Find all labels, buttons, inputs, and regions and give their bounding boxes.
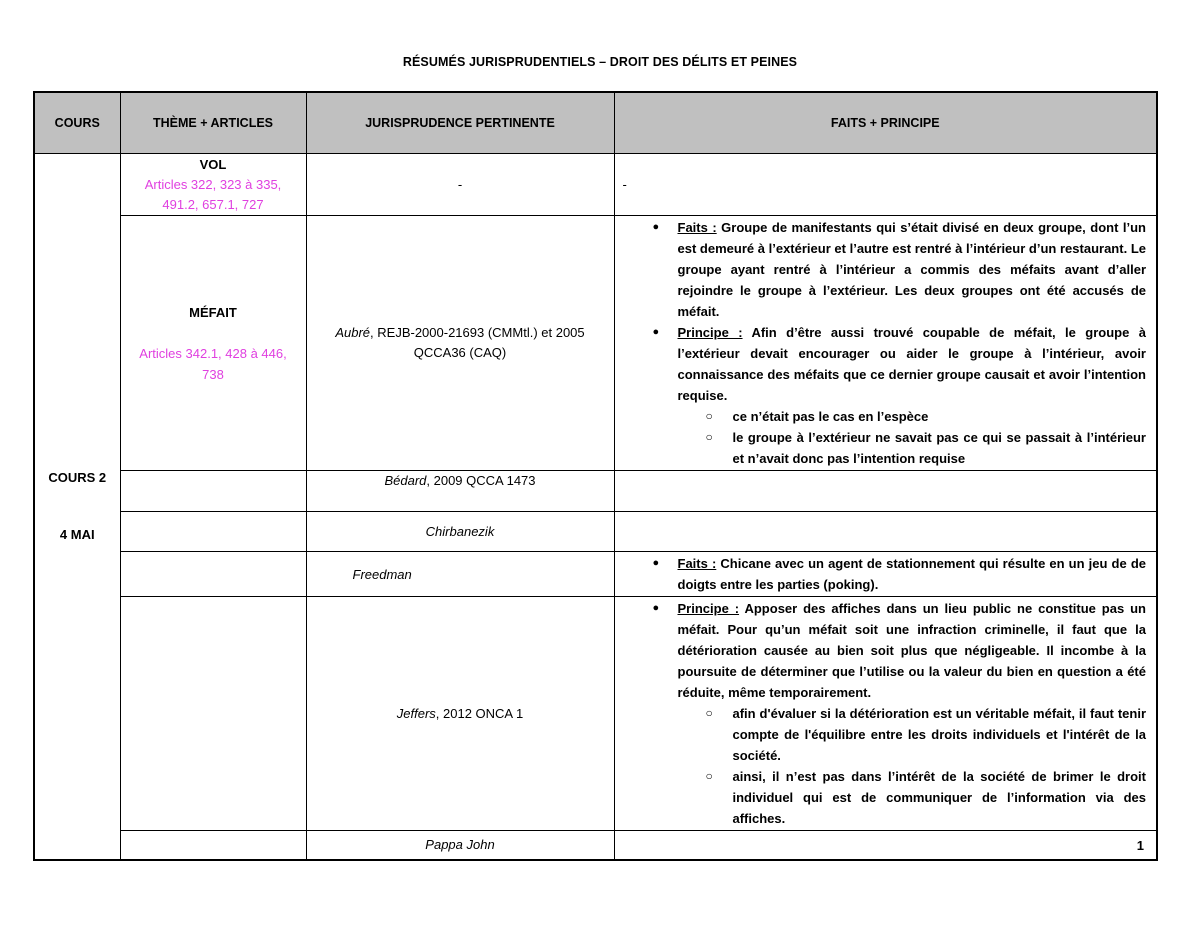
table-row-chirbanezik [34,512,1157,552]
theme-cell-empty [120,471,306,512]
page-number: 1 [1136,838,1144,853]
table-row-jeffers [34,597,1157,831]
table-row-freedman [34,552,1157,597]
cours-cell [34,154,120,860]
case-name-chirbanezik: Chirbanezik [425,524,495,539]
articles-mefait: Articles 342.1, 428 à 446, 738 [139,345,287,382]
case-ref-bedard: , 2009 QCCA 1473 [426,473,536,488]
table-row-aubre [34,216,1157,471]
theme-title-vol: VOL [199,156,227,172]
list-item: ● Faits : Groupe de manifestants qui s’était divisé en deux groupe, dont l’un est demeuré à l’extérieur et l’autre est rentré à l’intérieur d’un restaurant. Le groupe ayant rentré à l’intérieur a commis des méfaits avant d’aller rejoindre le groupe à l’extérieur. Les deux groupes ont été accusés de méfait. [623,217,1147,322]
juris-cell-pappa [306,831,614,860]
theme-cell-empty [120,552,306,597]
juris-cell-jeffers [306,597,614,831]
faits-cell-freedman [614,552,1157,597]
faits-cell-jeffers [614,597,1157,831]
juris-cell-bedard [306,471,614,512]
case-name-bedard: Bédard [384,473,427,488]
list-item: ● Faits : Chicane avec un agent de stationnement qui résulte en un jeu de de doigts entre les parties (poking). [623,553,1147,595]
sub-list-item: ○ ainsi, il n’est pas dans l’intérêt de la société de brimer le droit individuel qui est de communiquer de l’information via des affiches. [623,766,1147,829]
case-ref-jeffers: , 2012 ONCA 1 [435,706,524,721]
juris-cell-chirbanezik [306,512,614,552]
header-cours: COURS [34,92,120,154]
cours-date: 4 MAI [59,527,95,543]
table-row-pappa [34,831,1157,860]
juris-cell-aubre [306,216,614,471]
faits-cell-empty [614,512,1157,552]
header-row [34,92,1157,154]
juris-cell-vol: - [306,154,614,216]
header-jurisprudence: JURISPRUDENCE PERTINENTE [306,92,614,154]
faits-cell-vol: - [614,154,1157,216]
theme-cell-mefait [120,216,306,471]
theme-cell-empty [120,512,306,552]
sub-list-item: ○ afin d'évaluer si la détérioration est un véritable méfait, il faut tenir compte de l'équilibre entre les droits individuels et l'intérêt de la société. [623,703,1147,766]
faits-cell-aubre [614,216,1157,471]
table-row-bedard [34,471,1157,512]
case-name-freedman: Freedman [352,566,412,582]
header-theme: THÈME + ARTICLES [120,92,306,154]
cours-label: COURS 2 [48,470,107,486]
faits-cell-empty [614,471,1157,512]
jurisprudence-table [33,91,1158,861]
theme-cell-vol [120,154,306,216]
table-row-vol [34,154,1157,216]
sub-list-item: ○ le groupe à l’extérieur ne savait pas ce qui se passait à l’intérieur et n’avait donc pas l’intention requise [623,427,1147,469]
sub-list-item: ○ ce n’était pas le cas en l’espèce [623,406,1147,427]
theme-title-mefait: MÉFAIT [189,304,237,320]
articles-vol: Articles 322, 323 à 335, 491.2, 657.1, 727 [144,176,282,212]
header-faits: FAITS + PRINCIPE [614,92,1157,154]
case-name-jeffers: Jeffers [396,706,436,721]
document-title: RÉSUMÉS JURISPRUDENTIELS – DROIT DES DÉLITS ET PEINES [402,55,798,69]
case-name-pappa: Pappa John [425,837,495,853]
list-item: ● Principe : Afin d’être aussi trouvé coupable de méfait, le groupe à l’extérieur devait encourager ou aider le groupe à l’intérieur, avoir connaissance des méfaits que ce dernier groupe causait et avoir l’intention requise. [623,322,1147,406]
case-name-aubre: Aubré [335,325,371,340]
juris-cell-freedman [306,552,614,597]
theme-cell-empty [120,831,306,860]
faits-cell-empty [614,831,1157,860]
list-item: ● Principe : Apposer des affiches dans un lieu public ne constitue pas un méfait. Pour qu’un méfait soit une infraction criminelle, il faut que la détérioration causée au bien soit plus que négligeable. Il incombe à la poursuite de déterminer que l’utilise ou la valeur du bien en question a été réduite, même temporairement. [623,598,1147,703]
case-ref-aubre: , REJB-2000-21693 (CMMtl.) et 2005 QCCA36 (CAQ) [370,325,585,360]
theme-cell-empty [120,597,306,831]
